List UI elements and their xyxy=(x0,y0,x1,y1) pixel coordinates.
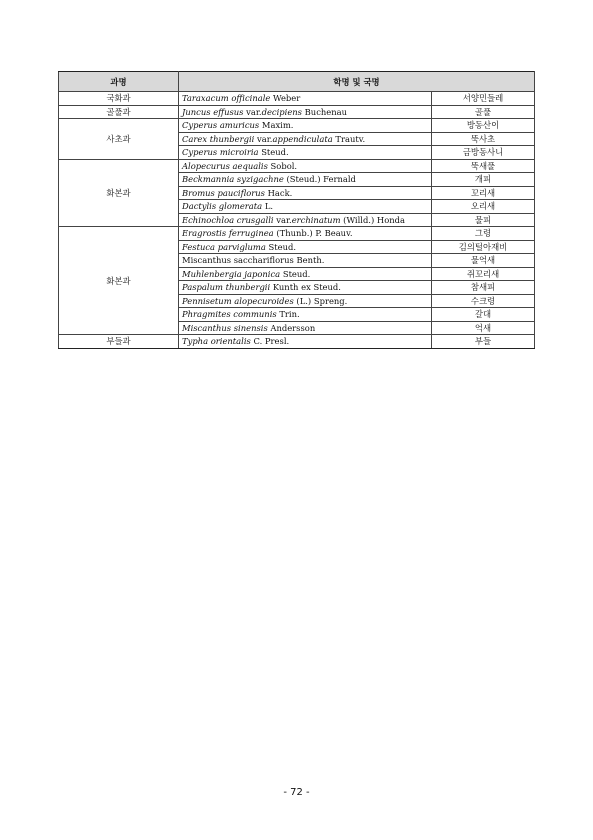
common-name-cell: 참새피 xyxy=(432,281,535,295)
scientific-name-italic: Typha orientalis xyxy=(182,336,251,347)
scientific-name-cell xyxy=(179,240,432,254)
family-cell: 골풀과 xyxy=(59,105,179,119)
common-name-cell: 골풀 xyxy=(432,105,535,119)
scientific-name-cell xyxy=(179,335,432,349)
scientific-name-cell xyxy=(179,254,432,268)
family-cell: 사초과 xyxy=(59,119,179,160)
family-cell: 부들과 xyxy=(59,335,179,349)
table-row xyxy=(59,105,535,119)
scientific-name-author: L. xyxy=(262,201,274,212)
common-name-cell: 서양민들레 xyxy=(432,92,535,106)
family-cell: 국화과 xyxy=(59,92,179,106)
table-row xyxy=(59,92,535,106)
scientific-name-cell xyxy=(179,200,432,214)
scientific-name-author: var. xyxy=(243,106,262,117)
scientific-name-author: (L.) Spreng. xyxy=(293,295,348,306)
scientific-name-italic: Echinochloa crusgalli xyxy=(182,214,274,225)
scientific-name-italic: Dactylis glomerata xyxy=(182,201,263,212)
family-cell: 화본과 xyxy=(59,227,179,335)
scientific-name-cell xyxy=(179,173,432,187)
scientific-name-author: Steud. xyxy=(265,241,296,252)
scientific-name-author: (Steud.) Fernald xyxy=(283,174,356,185)
scientific-name-author: Miscanthus sacchariflorus Benth. xyxy=(182,255,325,266)
scientific-name-author: var. xyxy=(273,214,292,225)
scientific-name-italic: Muhlenbergia japonica xyxy=(182,268,281,279)
scientific-name-author: Buchenau xyxy=(301,106,348,117)
scientific-name-author: Trin. xyxy=(276,309,300,320)
scientific-name-cell xyxy=(179,308,432,322)
common-name-cell: 방동산이 xyxy=(432,119,535,133)
header-family: 과명 xyxy=(59,72,179,92)
scientific-name-italic: Carex thunbergii xyxy=(182,133,255,144)
scientific-name-author: Hack. xyxy=(264,187,293,198)
table-body xyxy=(59,92,535,349)
common-name-cell: 김의털아재비 xyxy=(432,240,535,254)
table-header-row xyxy=(59,72,535,92)
scientific-name-italic: appendiculata xyxy=(272,133,333,144)
scientific-name-author: Sobol. xyxy=(267,160,298,171)
scientific-name-author: Steud. xyxy=(258,147,289,158)
common-name-cell: 개피 xyxy=(432,173,535,187)
scientific-name-author: (Willd.) Honda xyxy=(340,214,405,225)
common-name-cell: 그령 xyxy=(432,227,535,241)
scientific-name-author: Maxim. xyxy=(259,120,294,131)
page-number: - 72 - xyxy=(283,787,310,798)
scientific-name-author: C. Presl. xyxy=(250,336,290,347)
common-name-cell: 부들 xyxy=(432,335,535,349)
scientific-name-italic: Bromus pauciflorus xyxy=(182,187,265,198)
scientific-name-italic: Paspalum thunbergii xyxy=(182,282,271,293)
common-name-cell: 뚝새풀 xyxy=(432,159,535,173)
scientific-name-cell xyxy=(179,321,432,335)
scientific-name-author: Kunth ex Steud. xyxy=(270,282,341,293)
scientific-name-italic: Juncus effusus xyxy=(182,106,244,117)
common-name-cell: 억새 xyxy=(432,321,535,335)
table-row xyxy=(59,335,535,349)
scientific-name-italic: Taraxacum officinale xyxy=(182,93,271,104)
scientific-name-cell xyxy=(179,146,432,160)
scientific-name-author: Trautv. xyxy=(332,133,366,144)
species-table xyxy=(58,71,535,349)
scientific-name-cell xyxy=(179,132,432,146)
scientific-name-italic: erchinatum xyxy=(291,214,341,225)
scientific-name-italic: Eragrostis ferruginea xyxy=(182,228,274,239)
scientific-name-cell xyxy=(179,92,432,106)
scientific-name-cell xyxy=(179,105,432,119)
scientific-name-italic: Beckmannia syzigachne xyxy=(182,174,284,185)
scientific-name-italic: decipiens xyxy=(261,106,302,117)
table-row xyxy=(59,119,535,133)
scientific-name-cell xyxy=(179,294,432,308)
common-name-cell: 물억새 xyxy=(432,254,535,268)
common-name-cell: 갈대 xyxy=(432,308,535,322)
scientific-name-italic: Pennisetum alopecuroides xyxy=(182,295,294,306)
scientific-name-author: Andersson xyxy=(267,322,316,333)
scientific-name-italic: Cyperus microiria xyxy=(182,147,259,158)
common-name-cell: 물피 xyxy=(432,213,535,227)
scientific-name-italic: Phragmites communis xyxy=(182,309,277,320)
common-name-cell: 쥐꼬리새 xyxy=(432,267,535,281)
scientific-name-cell xyxy=(179,159,432,173)
scientific-name-cell xyxy=(179,281,432,295)
scientific-name-cell xyxy=(179,227,432,241)
scientific-name-author: (Thunb.) P. Beauv. xyxy=(273,228,353,239)
scientific-name-italic: Festuca parvigluma xyxy=(182,241,266,252)
scientific-name-italic: Alopecurus aequalis xyxy=(182,160,268,171)
table-row xyxy=(59,159,535,173)
scientific-name-cell xyxy=(179,119,432,133)
common-name-cell: 오리새 xyxy=(432,200,535,214)
scientific-name-author: Weber xyxy=(270,93,301,104)
scientific-name-cell xyxy=(179,213,432,227)
scientific-name-author: var. xyxy=(254,133,273,144)
scientific-name-cell xyxy=(179,267,432,281)
family-cell: 화본과 xyxy=(59,159,179,227)
scientific-name-author: Steud. xyxy=(280,268,311,279)
table-row xyxy=(59,227,535,241)
common-name-cell: 금방동사니 xyxy=(432,146,535,160)
scientific-name-italic: Cyperus amuricus xyxy=(182,120,260,131)
scientific-name-cell xyxy=(179,186,432,200)
common-name-cell: 꼬리새 xyxy=(432,186,535,200)
scientific-name-italic: Miscanthus sinensis xyxy=(182,322,268,333)
header-name: 학명 및 국명 xyxy=(179,72,535,92)
common-name-cell: 수크령 xyxy=(432,294,535,308)
common-name-cell: 뚝사초 xyxy=(432,132,535,146)
